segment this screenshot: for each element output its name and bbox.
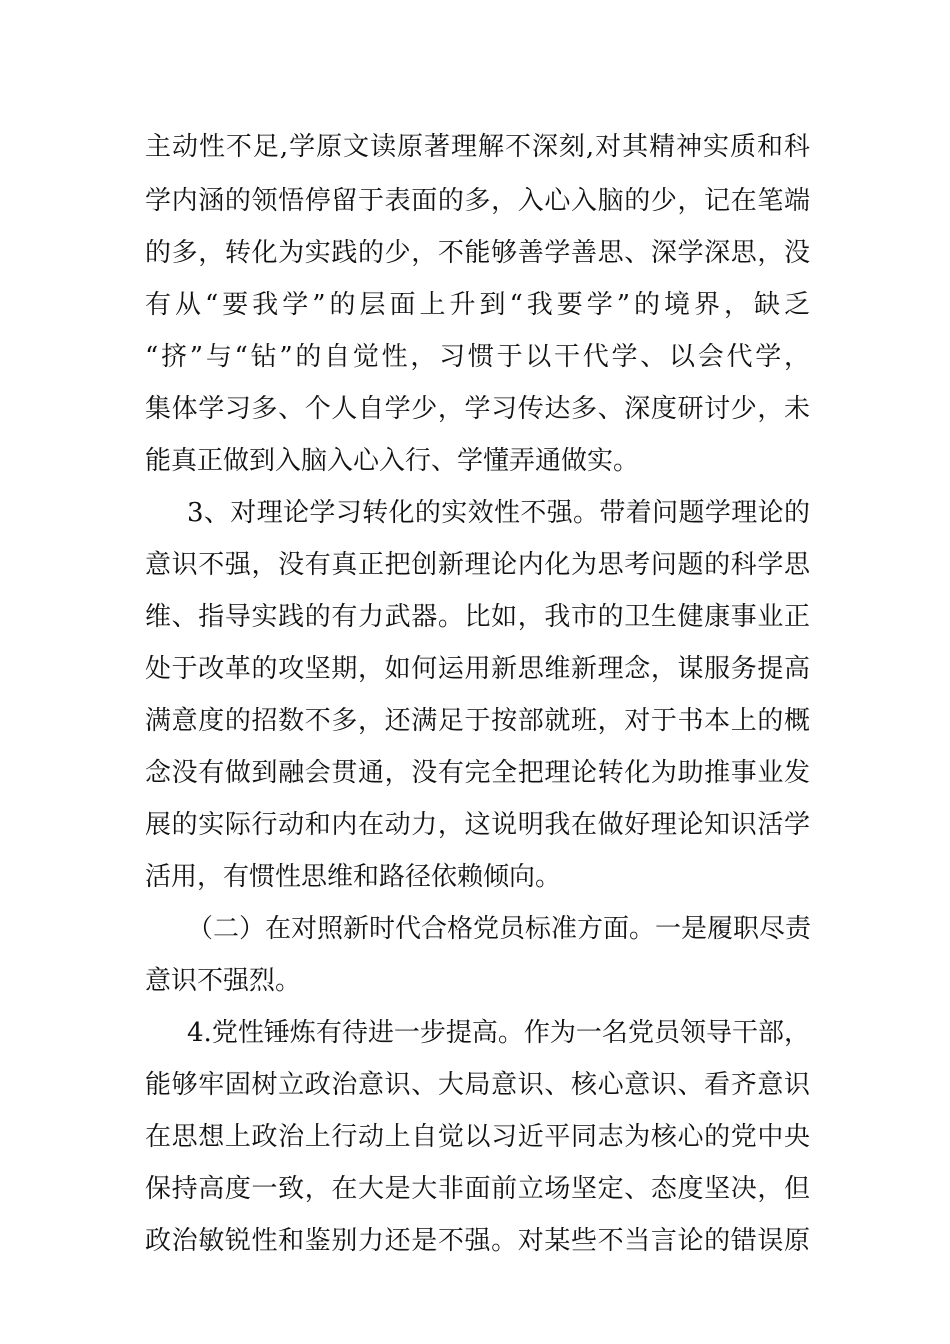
text-line: 有从“要我学”的层面上升到“我要学”的境界，缺乏 — [145, 290, 810, 320]
text-line: 满意度的招数不多，还满足于按部就班，对于书本上的概 — [145, 706, 810, 736]
text-line: 处于改革的攻坚期，如何运用新思维新理念，谋服务提高 — [145, 654, 810, 684]
text-line: 学内涵的领悟停留于表面的多，入心入脑的少，记在笔端 — [145, 186, 810, 216]
text-line: 集体学习多、个人自学少，学习传达多、深度研讨少，未 — [145, 394, 810, 424]
text-line: 在思想上政治上行动上自觉以习近平同志为核心的党中央 — [145, 1122, 810, 1152]
text-line: 意识不强，没有真正把创新理论内化为思考问题的科学思 — [145, 550, 810, 580]
text-line: 能够牢固树立政治意识、大局意识、核心意识、看齐意识 — [145, 1070, 810, 1100]
paragraph-heading-4: 4.党性锤炼有待进一步提高。作为一名党员领导干部， — [187, 1018, 810, 1048]
text-line: 政治敏锐性和鉴别力还是不强。对某些不当言论的错误原 — [145, 1226, 810, 1256]
text-line: 活用，有惯性思维和路径依赖倾向。 — [145, 862, 562, 892]
section-heading: （二）在对照新时代合格党员标准方面。一是履职尽责 — [187, 914, 812, 944]
text-line: 保持高度一致，在大是大非面前立场坚定、态度坚决，但 — [145, 1174, 810, 1204]
text-line: 展的实际行动和内在动力，这说明我在做好理论知识活学 — [145, 810, 810, 840]
text-line: “挤”与“钻”的自觉性，习惯于以干代学、以会代学， — [145, 342, 810, 372]
text-line: 的多，转化为实践的少，不能够善学善思、深学深思，没 — [145, 238, 810, 268]
paragraph-heading-3: 3、对理论学习转化的实效性不强。带着问题学理论的 — [187, 498, 810, 528]
text-line: 意识不强烈。 — [145, 966, 302, 996]
text-line: 念没有做到融会贯通，没有完全把理论转化为助推事业发 — [145, 758, 810, 788]
text-line: 能真正做到入脑入心入行、学懂弄通做实。 — [145, 446, 640, 476]
text-line: 维、指导实践的有力武器。比如，我市的卫生健康事业正 — [145, 602, 810, 632]
text-line: 主动性不足,学原文读原著理解不深刻,对其精神实质和科 — [145, 132, 810, 162]
